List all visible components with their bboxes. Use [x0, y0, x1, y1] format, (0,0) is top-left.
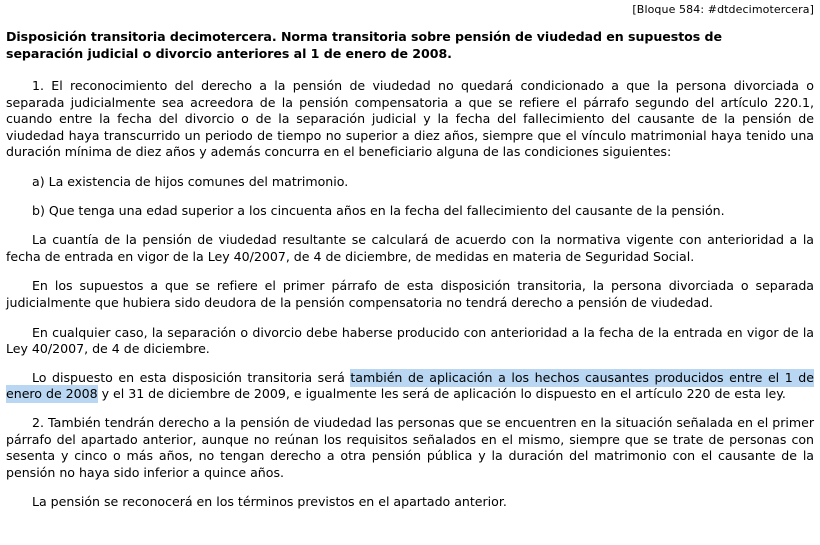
paragraph-7: La pensión se reconocerá en los términos previstos en el apartado anterior.	[32, 494, 507, 510]
page-title: Disposición transitoria decimotercera. Norma transitoria sobre pensión de viudedad en supuestos de separación judicial o divorcio anteriores al 1 de enero de 2008.	[6, 29, 723, 61]
paragraph-4: En cualquier caso, la separación o divorcio debe haberse producido con anterioridad a la fecha de la entrada en vigor de la Ley 40/2007, de 4 de diciembre.	[6, 324, 814, 357]
paragraph-2: La cuantía de la pensión de viudedad resultante se calculará de acuerdo con la normativa vigente con anterioridad a la fecha de entrada en vigor de la Ley 40/2007, de 4 de diciembre, de medidas en materia de Seguridad Social.	[6, 232, 814, 264]
list-item-a: a) La existencia de hijos comunes del matrimonio.	[32, 173, 349, 189]
block-reference-tag: [Bloque 584: #dtdecimotercera]	[632, 3, 814, 16]
highlighted-selection[interactable]: también de aplicación a los hechos causantes producidos entre el 1 de enero de 2008	[6, 369, 814, 402]
paragraph-5-highlighted	[6, 370, 814, 403]
paragraph-1: 1. El reconocimiento del derecho a la pensión de viudedad no quedará condicionado a que la persona divorciada o separada judicialmente sea acreedora de la pensión compensatoria a que se refiere el párrafo segundo del artículo 220.1, cuando entre la fecha del divorcio o de la separación judicial y la fecha del fallecimiento del causante de la pensión de viudedad haya transcurrido un periodo de tiempo no superior a diez años, siempre que el vínculo matrimonial haya tenido una duración mínima de diez años y además concurra en el beneficiario alguna de las condiciones siguientes:	[6, 78, 814, 160]
paragraph-6: 2. También tendrán derecho a la pensión de viudedad las personas que se encuentren en la situación señalada en el primer párrafo del apartado anterior, aunque no reúnan los requisitos señalados en el mismo, siempre que se trate de personas con sesenta y cinco o más años, no tengan derecho a otra pensión pública y la duración del matrimonio con el causante de la pensión no haya sido inferior a quince años.	[6, 414, 814, 480]
paragraph-5-lead-text: Lo dispuesto en esta disposición transitoria será	[32, 369, 351, 385]
paragraph-3: En los supuestos a que se refiere el primer párrafo de esta disposición transitoria, la persona divorciada o separada judicialmente que hubiera sido deudora de la pensión compensatoria no tendrá derecho a pensión de viudedad.	[6, 278, 814, 310]
list-item-b: b) Que tenga una edad superior a los cincuenta años en la fecha del fallecimiento del causante de la pensión.	[32, 202, 725, 218]
paragraph-5-tail-text: y el 31 de diciembre de 2009, e igualmente les será de aplicación lo dispuesto en el artículo 220 de esta ley.	[97, 386, 786, 402]
